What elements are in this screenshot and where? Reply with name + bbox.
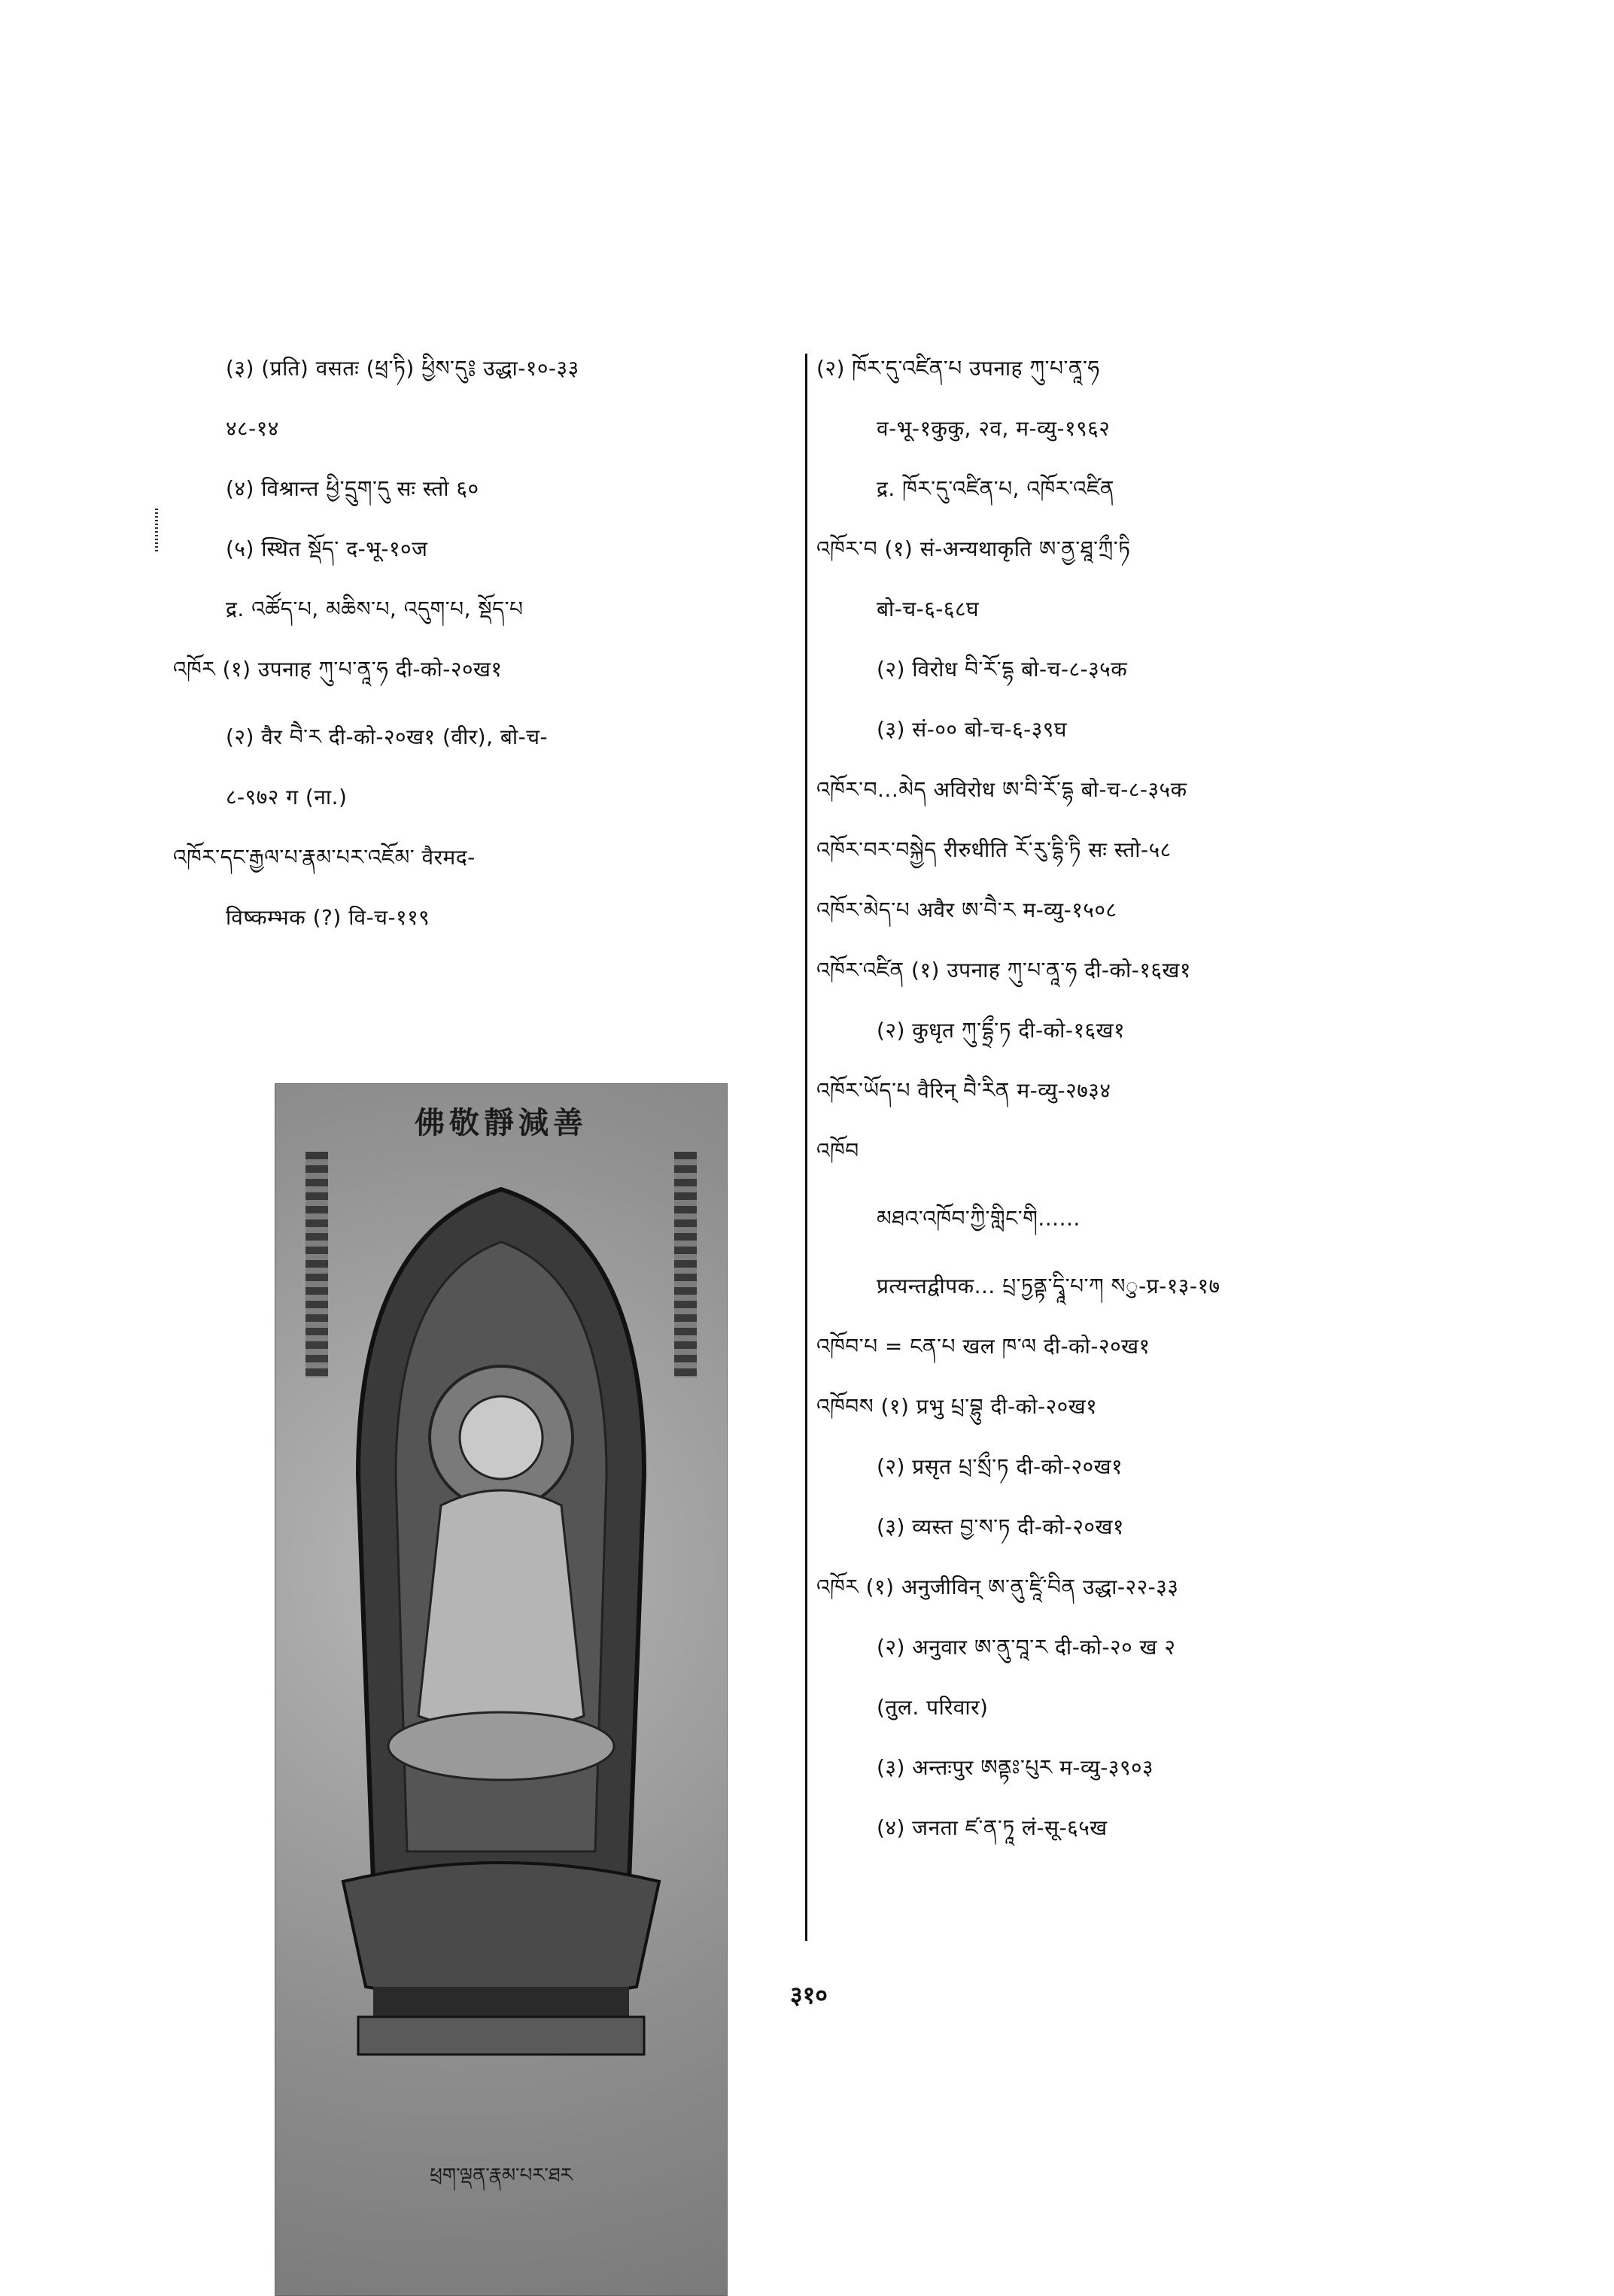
entry-headword-line: འཁོར (१) अनुजीविन् ཨ་ནུ་ཛཱི་བིན उद्धा-२२-३३ <box>816 1575 1179 1599</box>
column-divider <box>805 354 807 1941</box>
entry-headword-line: འཁོབ <box>816 1138 859 1163</box>
entry-headword-line: འཁོར་བ...མེད अविरोध ཨ་བི་རོ་དྷ बो-च-८-३५क <box>816 777 1187 802</box>
buddha-image <box>275 1084 727 2295</box>
entry-line: विष्कम्भक (?) वि-च-११९ <box>226 905 430 930</box>
entry-headword-line: འཁོར་བ (१) सं-अन्यथाकृति ཨ་ནྱ་ཐཱ་ཀྲྀ་ཏི <box>816 536 1131 561</box>
entry-headword-line: འཁོར་ཡོད་པ वैरिन् བཻ་རིན म-व्यु-२७३४ <box>816 1078 1111 1103</box>
entry-headword-line: འཁོབ་པ = ངན་པ खल ཁ་ལ दी-को-२०ख१ <box>816 1334 1150 1359</box>
entry-line: ८-९७२ ग (ना.) <box>226 785 348 809</box>
entry-headword-line: འཁོར་བར་བསྐྱེད रीरुधीति རོ་རུ་དྷི་ཏི सः स्तो-५८ <box>816 837 1172 862</box>
entry-line: प्रत्यन्तद्वीपक... པྲ་ཏྱནྟ་དྭཱི་པ་ཀ སु-प्र-१३-१७ <box>877 1274 1220 1298</box>
entry-line: (५) स्थित སྡོད་ द-भू-१०ज <box>226 536 428 561</box>
figure-caption: ཕྲག་ལྡན་རྣམ་པར་ཐར <box>430 2164 573 2187</box>
entry-line: (४) जनता ཛ་ན་ཏཱ लं-सू-६५ख <box>877 1815 1108 1840</box>
entry-headword-line: འཁོབས (१) प्रभु པྲ་བྷུ दी-को-२०ख१ <box>816 1394 1098 1419</box>
entry-line: (३) व्यस्त བྱ་ས་ཏ दी-को-२०ख१ <box>877 1514 1124 1539</box>
entry-line: (४) विश्रान्त ཕྱི་དྲུག་དུ सः स्तो ६० <box>226 476 479 501</box>
entry-line: (३) सं-०० बो-च-६-३९घ <box>877 717 1067 742</box>
entry-line: द्र. ཁོར་དུ་འཛིན་པ, འཁོར་འཛིན <box>877 476 1114 501</box>
entry-line: (२) कुधृत ཀུ་དྷྲྀ་ཏ दी-को-१६ख१ <box>877 1018 1126 1043</box>
figure-title: 佛敬靜減善 <box>415 1105 588 1140</box>
buddha-figure <box>275 1083 728 2296</box>
entry-line: द्र. འཚོད་པ, མཆིས་པ, འདུག་པ, སྡོད་པ <box>226 597 524 621</box>
entry-line: མཐའ་འཁོབ་ཀྱི་གླིང་གི...... <box>877 1206 1081 1231</box>
entry-line: (३) (प्रति) वसतः (ཕྲ་ཏི) ཕྱིས་དུ༔ उद्धा-१०-३३ <box>226 356 579 381</box>
entry-line: (२) अनुवार ཨ་ནུ་བཱ་ར दी-को-२० ख २ <box>877 1635 1176 1660</box>
entry-line: (२) ཁོར་དུ་འཛིན་པ उपनाह ཀུ་པ་ནཱ་ཧ <box>816 356 1100 381</box>
entry-line: (२) विरोध བི་རོ་དྷ बो-च-८-३५क <box>877 657 1128 682</box>
entry-headword-line: འཁོར (१) उपनाह ཀུ་པ་ནཱ་ཧ दी-को-२०ख१ <box>173 657 503 682</box>
page-number: ३१० <box>790 1981 828 2009</box>
scan-artifact <box>155 509 158 554</box>
entry-line: (तुल. परिवार) <box>877 1695 989 1720</box>
entry-line: (३) अन्तःपुर ཨནྟཿ་པུར म-व्यु-३९०३ <box>877 1755 1154 1780</box>
entry-line: (२) प्रसृत པྲ་སྲྀ་ཏ दी-को-२०ख१ <box>877 1454 1123 1479</box>
entry-line: ४८-१४ <box>226 416 279 441</box>
entry-headword-line: འཁོར་འཛིན (१) उपनाह ཀུ་པ་ནཱ་ཧ दी-को-१६ख१ <box>816 958 1191 982</box>
entry-line: बो-च-६-६८घ <box>877 597 980 621</box>
entry-headword-line: འཁོར་མེད་པ अवैर ཨ་བཻ་ར म-व्यु-१५०८ <box>816 897 1117 922</box>
entry-line: (२) वैर བཻ་ར दी-को-२०ख१ (वीर), बो-च- <box>226 724 549 749</box>
entry-headword-line: འཁོར་དང་རྒྱལ་པ་རྣམ་པར་འཇོམ་ वैरमद- <box>173 845 476 870</box>
entry-line: व-भू-१कुकु, २व, म-व्यु-१९६२ <box>877 416 1111 441</box>
